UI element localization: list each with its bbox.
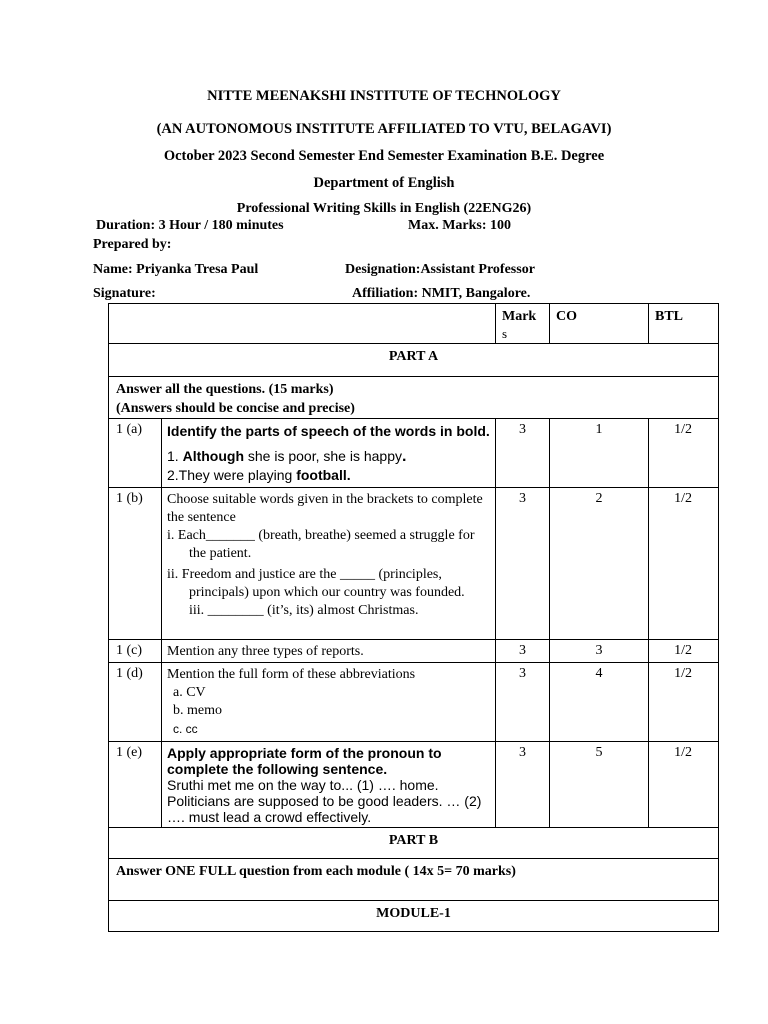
question-co: 5 [550,742,649,828]
part-b-instructions-row [109,859,719,901]
question-marks: 3 [496,419,550,488]
institute-affiliation-line: (AN AUTONOMOUS INSTITUTE AFFILIATED TO VTU, BELAGAVI) [156,121,612,137]
max-marks: Max. Marks: 100 [408,218,512,233]
question-text: Apply appropriate form of the pronoun to complete the following sentence. Sruthi met me on the way to... (1) …. home. Politicians are supposed to be good leaders. … (2) …. must lead a crowd effectively. [162,742,496,828]
header-blank-cell [109,304,496,344]
question-number: 1 (d) [109,663,162,742]
question-number: 1 (a) [109,419,162,488]
header-btl: BTL [649,304,719,344]
question-table [108,303,719,932]
question-co: 1 [550,419,649,488]
duration: Duration: 3 Hour / 180 minutes [96,218,284,233]
question-marks: 3 [496,640,550,663]
designation: Designation:Assistant Professor [345,262,535,277]
table-row [109,488,719,640]
question-text: Choose suitable words given in the brackets to complete the sentence i. Each_______ (breath, breathe) seemed a struggle for the patient. ii. Freedom and justice are the _____ (principles, principals) upon which our country was founded. iii. ________ (it’s, its) almost Christmas. [162,488,496,640]
question-btl: 1/2 [649,663,719,742]
question-co: 4 [550,663,649,742]
table-row [109,663,719,742]
question-btl: 1/2 [649,742,719,828]
question-btl: 1/2 [649,640,719,663]
question-text: Mention the full form of these abbreviations a. CV b. memo c. cc [162,663,496,742]
question-marks: 3 [496,663,550,742]
preparer-name: Name: Priyanka Tresa Paul [93,262,259,277]
table-row [109,419,719,488]
question-co: 2 [550,488,649,640]
table-row [109,742,719,828]
question-number: 1 (e) [109,742,162,828]
header-co: CO [550,304,649,344]
module-heading: MODULE-1 [109,901,719,932]
question-number: 1 (b) [109,488,162,640]
part-a-row [109,344,719,377]
question-btl: 1/2 [649,419,719,488]
part-a-heading: PART A [109,344,719,377]
department: Department of English [313,175,455,191]
question-marks: 3 [496,488,550,640]
prepared-by: Prepared by: [93,237,172,252]
course-title: Professional Writing Skills in English (22ENG26) [236,201,532,216]
table-row [109,640,719,663]
institute-name: NITTE MEENAKSHI INSTITUTE OF TECHNOLOGY [207,88,561,104]
question-btl: 1/2 [649,488,719,640]
part-b-row [109,828,719,859]
signature-label: Signature: [93,286,156,301]
module-row [109,901,719,932]
table-header-row [109,304,719,344]
question-co: 3 [550,640,649,663]
question-text: Identify the parts of speech of the words in bold. 1. Although she is poor, she is happy. 2.They were playing football. [162,419,496,488]
part-b-heading: PART B [109,828,719,859]
part-a-instructions-row [109,377,719,419]
exam-line: October 2023 Second Semester End Semester Examination B.E. Degree [163,148,605,164]
question-number: 1 (c) [109,640,162,663]
question-text: Mention any three types of reports. [162,640,496,663]
header-marks: Mark s [496,304,550,344]
part-b-instructions: Answer ONE FULL question from each module ( 14x 5= 70 marks) [109,859,719,901]
part-a-instructions: Answer all the questions. (15 marks) (Answers should be concise and precise) [109,377,719,419]
affiliation: Affiliation: NMIT, Bangalore. [352,286,531,301]
question-marks: 3 [496,742,550,828]
